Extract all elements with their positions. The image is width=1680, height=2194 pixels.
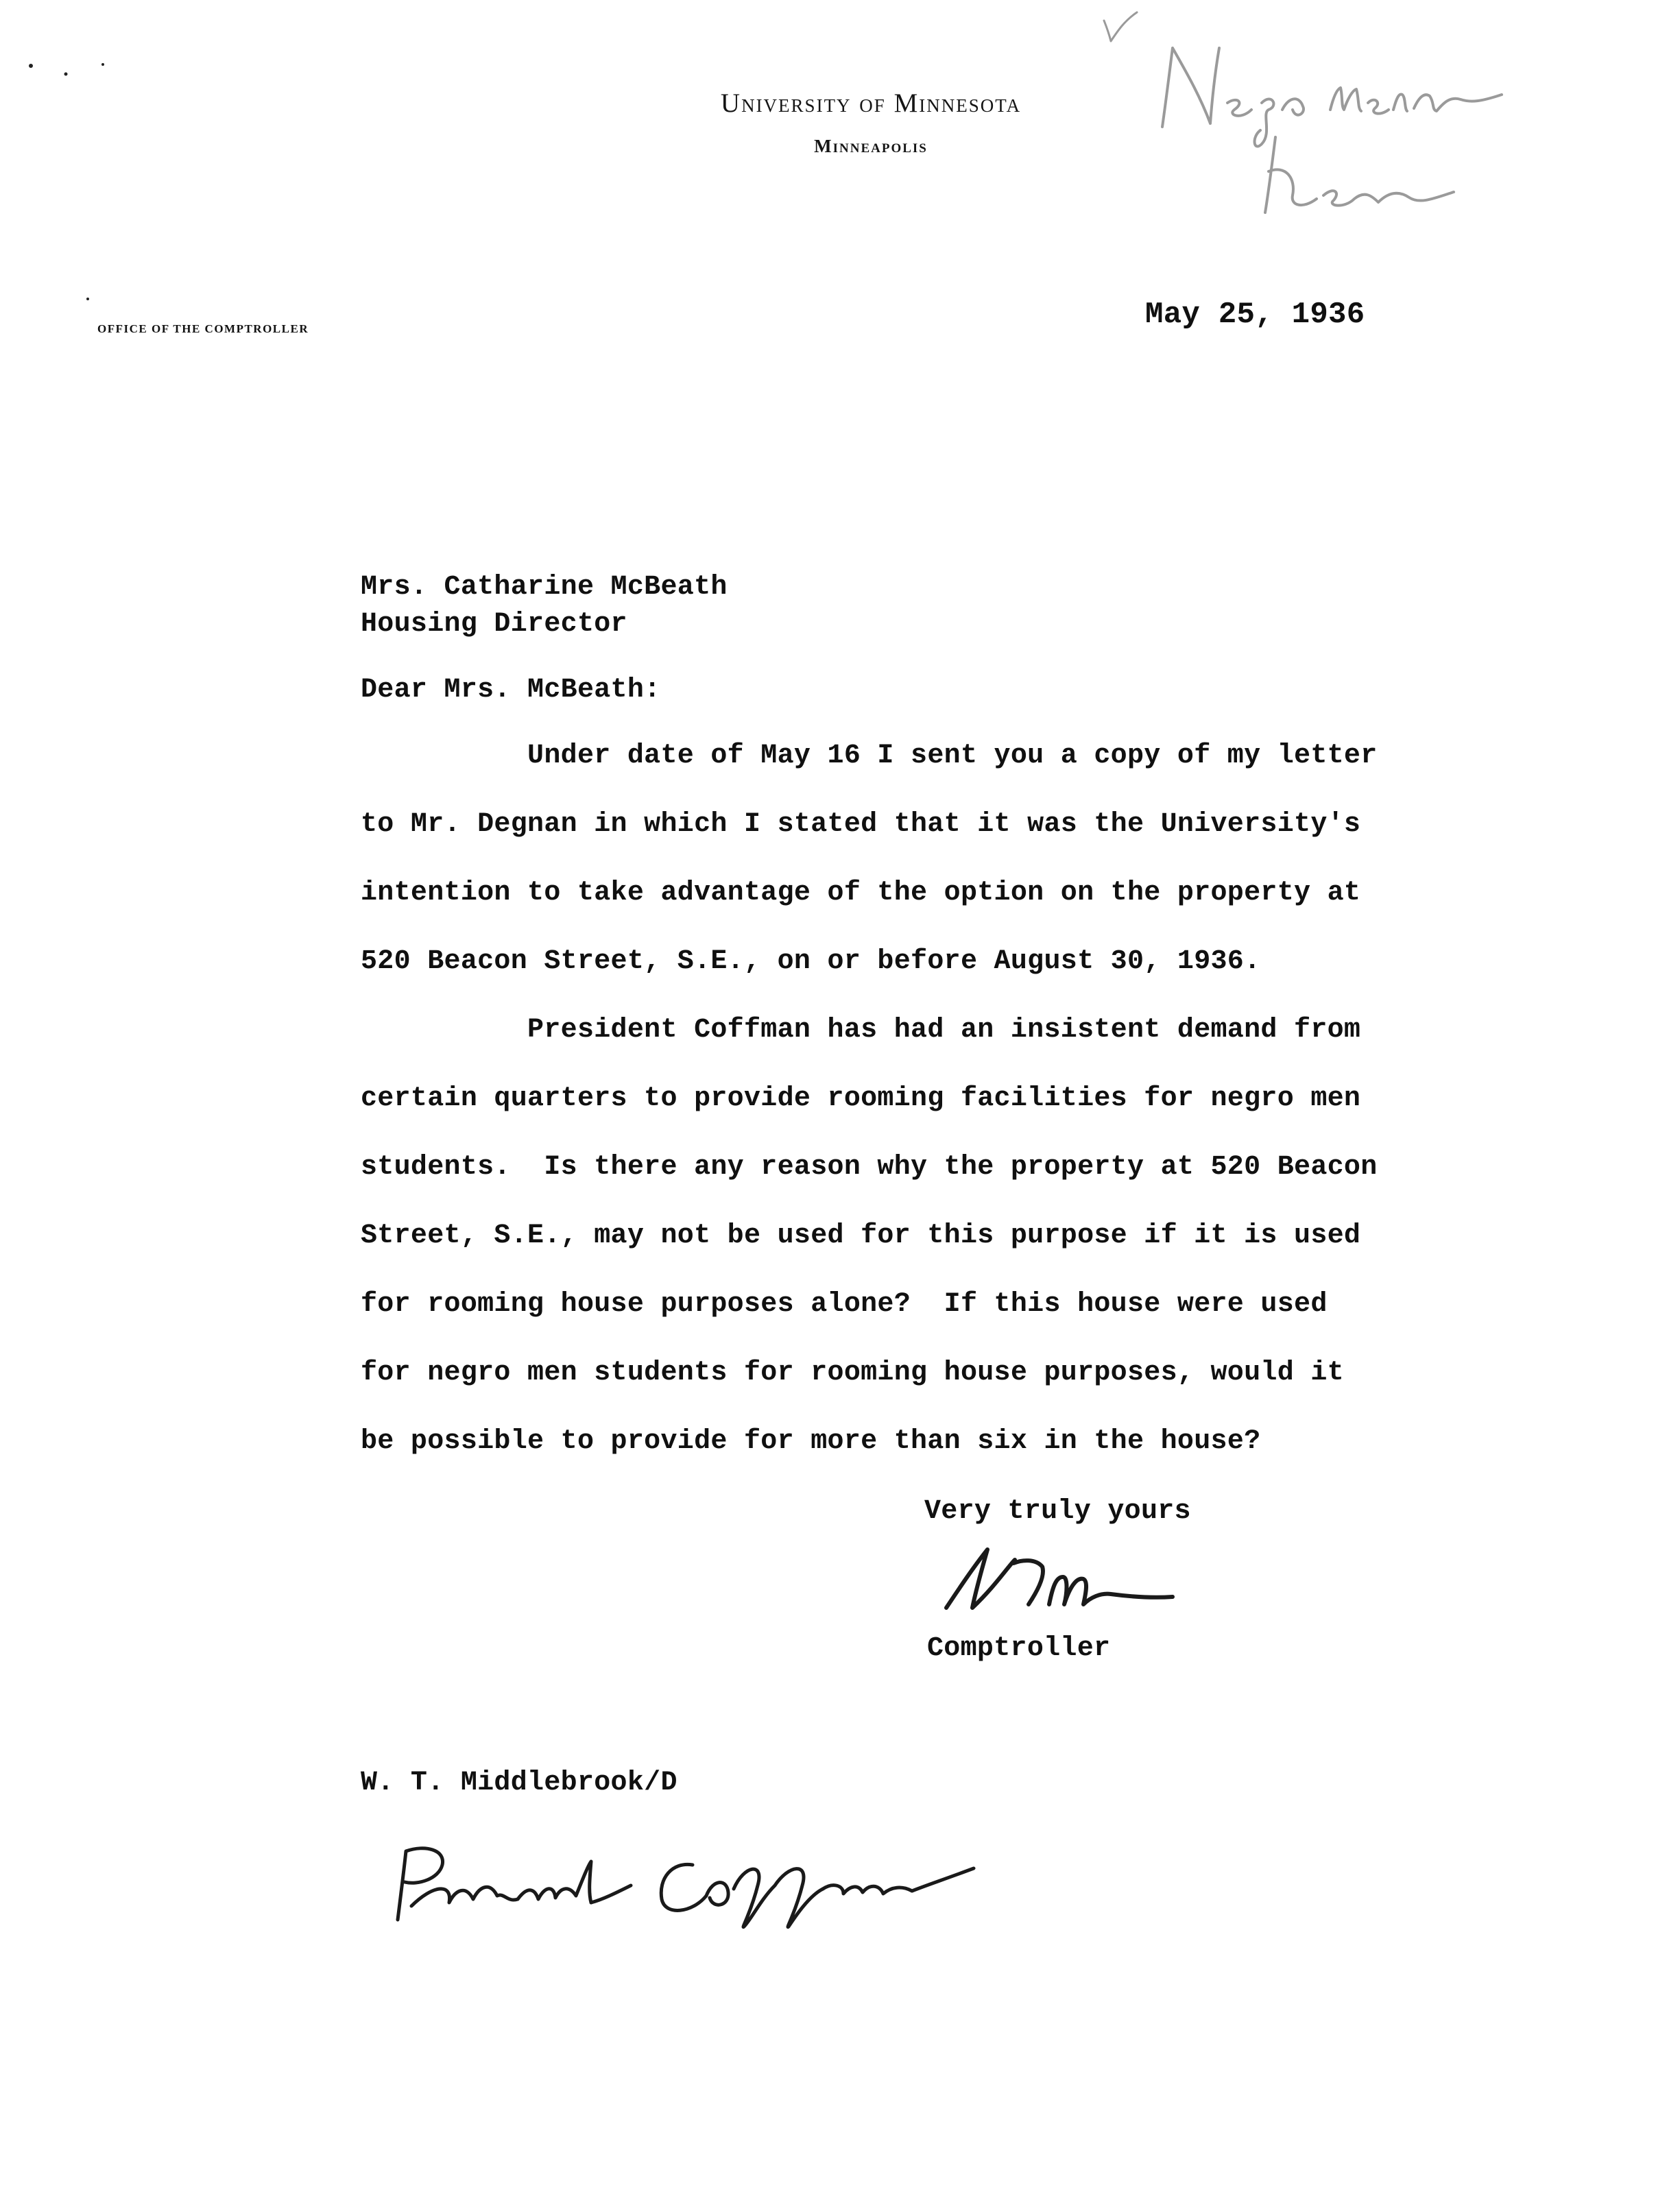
body-line: Under date of May 16 I sent you a copy of my letter [361, 740, 1378, 771]
body-line: to Mr. Degnan in which I stated that it was the University's [361, 809, 1361, 840]
body-line: students. Is there any reason why the property at 520 Beacon [361, 1152, 1378, 1183]
body-line: be possible to provide for more than six in the house? [361, 1426, 1261, 1457]
letterhead-city: Minneapolis [814, 136, 928, 156]
body-line: President Coffman has had an insistent demand from [361, 1015, 1361, 1046]
recipient-title: Housing Director [361, 609, 627, 640]
body-line: certain quarters to provide rooming facilities for negro men [361, 1083, 1361, 1114]
closing: Very truly yours [924, 1496, 1191, 1527]
body-line: intention to take advantage of the option on the property at [361, 878, 1361, 908]
letterhead-institution: University of Minnesota [720, 88, 1022, 118]
typist-reference: W. T. Middlebrook/D [361, 1768, 677, 1798]
letter-date: May 25, 1936 [1145, 298, 1365, 332]
body-line: for negro men students for rooming house purposes, would it [361, 1358, 1344, 1388]
salutation: Dear Mrs. McBeath: [361, 675, 661, 706]
recipient-name: Mrs. Catharine McBeath [361, 572, 728, 603]
letterhead-office: OFFICE OF THE COMPTROLLER [97, 322, 309, 335]
body-line: for rooming house purposes alone? If this house were used [361, 1289, 1328, 1320]
body-line: 520 Beacon Street, S.E., on or before August 30, 1936. [361, 946, 1261, 977]
body-line: Street, S.E., may not be used for this purpose if it is used [361, 1220, 1361, 1251]
signature-title: Comptroller [927, 1633, 1111, 1664]
